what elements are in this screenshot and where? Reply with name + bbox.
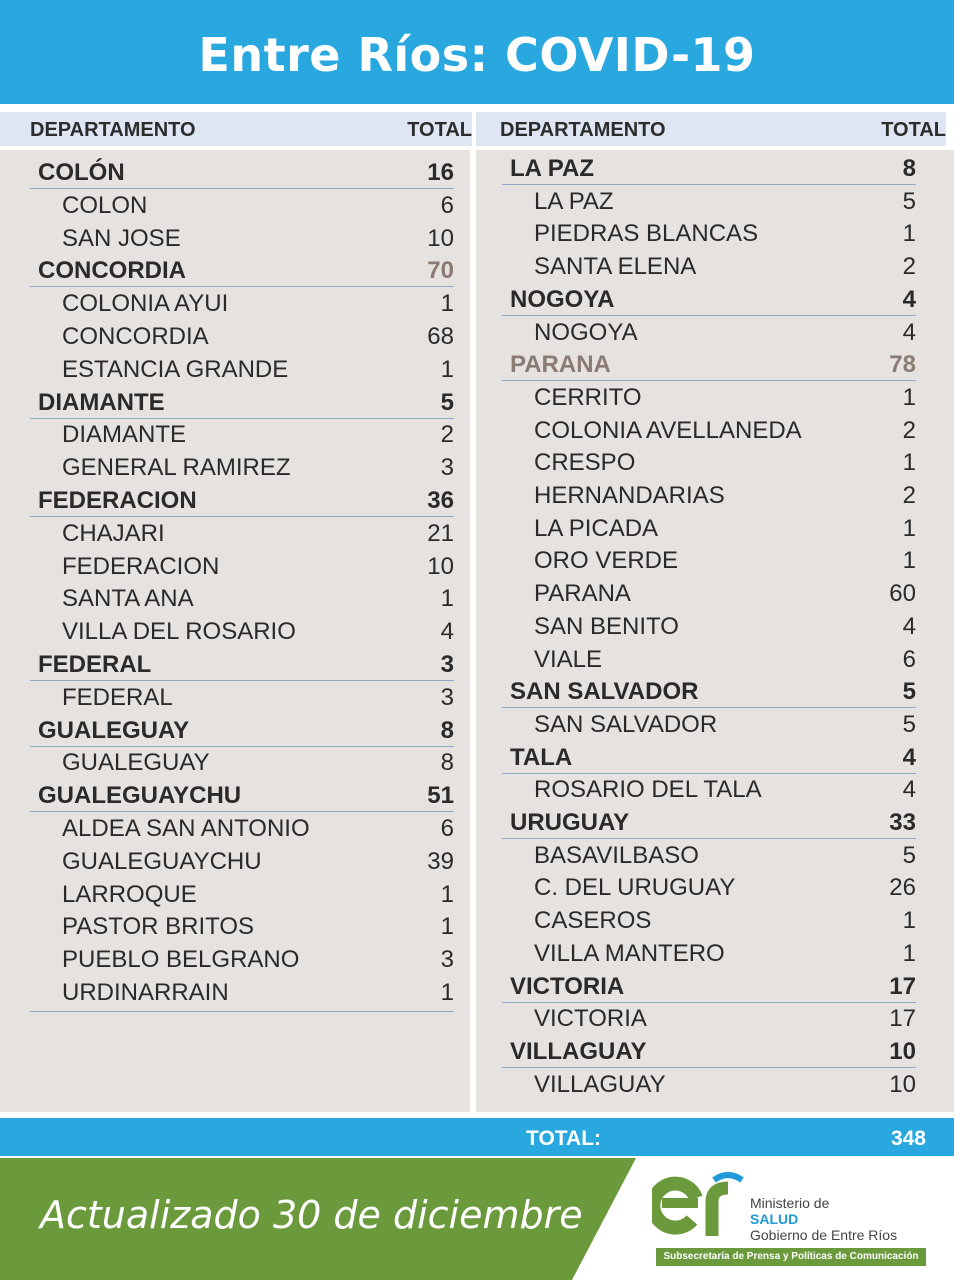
column-header-total: TOTAL [881,119,946,141]
locality-name: CERRITO [534,383,642,411]
locality-total: 3 [440,683,454,711]
column-header-department: DEPARTAMENTO [500,119,666,141]
department-total: 16 [427,159,454,186]
locality-total: 8 [440,749,454,777]
locality-name: PIEDRAS BLANCAS [534,220,759,248]
department-name: SAN SALVADOR [510,678,699,706]
locality-row [502,512,916,544]
locality-total: 6 [902,645,916,673]
locality-total: 26 [889,874,916,902]
locality-total: 2 [902,253,916,281]
locality-name: GUALEGUAY [62,749,210,777]
total-label: TOTAL: [526,1127,602,1150]
locality-name: VILLA DEL ROSARIO [62,618,296,646]
department-name: NOGOYA [510,285,615,313]
department-name: TALA [510,743,573,771]
locality-total: 1 [440,880,454,908]
locality-name: VILLAGUAY [534,1070,666,1098]
department-row [502,970,916,1003]
header-banner [0,0,954,104]
locality-total: 2 [902,416,916,444]
locality-row [502,937,916,969]
locality-row [502,839,916,871]
department-row [30,254,454,287]
locality-row [30,943,454,975]
locality-row [502,414,916,446]
locality-row [502,773,916,805]
department-row [30,156,454,189]
department-name: COLÓN [38,159,125,186]
department-total: 78 [889,351,916,379]
list-end-divider [30,1011,454,1012]
locality-total: 68 [427,323,454,350]
locality-row [502,577,916,609]
department-row [30,648,454,681]
locality-total: 5 [902,187,916,215]
department-total: 8 [440,716,454,744]
locality-row [30,910,454,942]
locality-name: CASEROS [534,907,652,935]
ministry-line-1: Ministerio de [750,1195,830,1211]
department-total: 17 [889,972,916,1000]
ministry-line-3: Gobierno de Entre Ríos [750,1227,898,1243]
locality-total: 4 [902,318,916,346]
locality-total: 1 [440,979,454,1006]
locality-total: 5 [902,841,916,869]
department-total: 5 [902,678,916,706]
locality-name: ORO VERDE [534,547,679,575]
locality-total: 1 [902,514,916,542]
locality-name: FEDERAL [62,683,173,711]
column-header-total: TOTAL [407,119,472,141]
column-header-left [0,112,472,146]
locality-name: LA PICADA [534,514,659,542]
locality-total: 10 [427,224,454,252]
total-bar [0,1118,954,1156]
locality-total: 1 [902,220,916,248]
department-total: 4 [902,285,916,313]
locality-row [30,845,454,877]
locality-name: COLONIA AYUI [62,290,229,318]
department-total: 3 [440,651,454,678]
locality-name: VIALE [534,645,603,673]
locality-row [502,708,916,740]
department-name: DIAMANTE [38,388,165,416]
department-total: 5 [440,388,454,416]
locality-total: 6 [440,815,454,842]
locality-total: 2 [902,482,916,509]
locality-row [30,550,454,582]
department-total: 8 [902,155,916,182]
total-value: 348 [890,1127,926,1150]
locality-row [30,451,454,483]
locality-total: 10 [427,552,454,580]
department-name: PARANA [510,351,611,379]
locality-total: 1 [440,913,454,941]
department-name: FEDERACION [38,487,197,514]
department-name: VILLAGUAY [510,1037,647,1065]
department-total: 10 [889,1037,916,1065]
locality-total: 10 [889,1070,916,1098]
locality-row [502,217,916,249]
locality-total: 3 [440,946,454,974]
locality-name: DIAMANTE [62,421,187,449]
locality-name: URDINARRAIN [62,979,229,1006]
locality-row [30,812,454,844]
locality-row [502,1068,916,1100]
department-name: FEDERAL [38,651,152,678]
locality-name: PASTOR BRITOS [62,913,255,941]
locality-row [30,353,454,385]
locality-row [30,418,454,450]
er-logo-icon [652,1168,744,1240]
locality-name: VICTORIA [534,1005,647,1033]
locality-name: SAN BENITO [534,612,679,640]
page-title: Entre Ríos: COVID-19 [198,28,756,82]
locality-name: ROSARIO DEL TALA [534,776,762,804]
press-office-label: Subsecretaría de Prensa y Políticas de Comunicación [656,1248,926,1266]
locality-total: 5 [902,710,916,738]
locality-row [30,681,454,713]
locality-total: 1 [902,939,916,967]
column-header-right [476,112,946,146]
locality-total: 1 [902,547,916,575]
locality-name: PARANA [534,580,631,608]
locality-name: COLON [62,191,148,219]
locality-name: C. DEL URUGUAY [534,874,736,902]
locality-name: PUEBLO BELGRANO [62,946,300,974]
locality-total: 1 [440,355,454,383]
department-row [502,675,916,708]
locality-row [30,517,454,549]
department-name: LA PAZ [510,155,594,182]
locality-row [502,871,916,903]
locality-name: CRESPO [534,449,636,477]
locality-total: 60 [889,580,916,608]
locality-name: LA PAZ [534,187,614,215]
locality-row [502,250,916,282]
department-row [502,806,916,839]
locality-name: SANTA ANA [62,585,194,613]
department-row [502,283,916,316]
locality-row [30,976,454,1008]
locality-name: HERNANDARIAS [534,482,725,509]
locality-total: 6 [440,191,454,219]
locality-name: ESTANCIA GRANDE [62,355,289,383]
locality-row [502,185,916,217]
locality-row [502,381,916,413]
locality-row [502,1002,916,1034]
locality-total: 4 [902,776,916,804]
locality-total: 21 [427,519,454,547]
department-name: GUALEGUAYCHU [38,782,242,810]
department-row [30,714,454,747]
locality-name: CONCORDIA [62,323,209,350]
department-row [30,779,454,812]
locality-total: 1 [440,585,454,613]
locality-row [30,320,454,352]
locality-row [502,316,916,348]
department-total: 33 [889,809,916,836]
department-name: URUGUAY [510,809,630,836]
locality-row [30,222,454,254]
locality-total: 17 [889,1005,916,1033]
department-row [502,1035,916,1068]
locality-row [502,610,916,642]
department-name: GUALEGUAY [38,716,190,744]
locality-name: GUALEGUAYCHU [62,847,262,875]
department-name: CONCORDIA [38,257,186,285]
ministry-text [750,1195,897,1243]
locality-total: 39 [427,847,454,875]
locality-name: SAN SALVADOR [534,710,718,738]
locality-row [30,582,454,614]
locality-name: CHAJARI [62,519,165,547]
department-total: 70 [427,257,454,285]
locality-name: LARROQUE [62,880,197,908]
locality-total: 1 [902,449,916,477]
locality-total: 1 [440,290,454,318]
department-name: VICTORIA [510,972,625,1000]
locality-row [502,544,916,576]
locality-name: COLONIA AVELLANEDA [534,416,802,444]
locality-total: 1 [902,907,916,935]
locality-row [502,479,916,511]
department-total: 4 [902,743,916,771]
locality-total: 3 [440,454,454,482]
locality-name: ALDEA SAN ANTONIO [62,815,310,842]
locality-name: SANTA ELENA [534,253,697,281]
locality-total: 2 [440,421,454,449]
department-row [502,348,916,381]
update-date: Actualizado 30 de diciembre [40,1193,583,1237]
ministry-line-2: SALUD [750,1211,799,1227]
locality-name: GENERAL RAMIREZ [62,454,291,482]
locality-name: FEDERACION [62,552,220,580]
locality-name: SAN JOSE [62,224,181,252]
department-total: 36 [427,487,454,514]
locality-row [502,643,916,675]
locality-row [30,615,454,647]
locality-row [30,189,454,221]
locality-row [30,746,454,778]
locality-name: VILLA MANTERO [534,939,725,967]
department-row [30,484,454,517]
locality-row [502,904,916,936]
locality-name: NOGOYA [534,318,638,346]
locality-total: 1 [902,383,916,411]
locality-total: 4 [440,618,454,646]
column-header-department: DEPARTAMENTO [30,119,196,141]
logo-mark: er [652,1168,653,1169]
locality-total: 4 [902,612,916,640]
locality-name: BASAVILBASO [534,841,699,869]
department-total: 51 [427,782,454,810]
department-row [30,386,454,419]
department-row [502,741,916,774]
department-row [502,152,916,185]
locality-row [502,446,916,478]
locality-row [30,878,454,910]
locality-row [30,287,454,319]
